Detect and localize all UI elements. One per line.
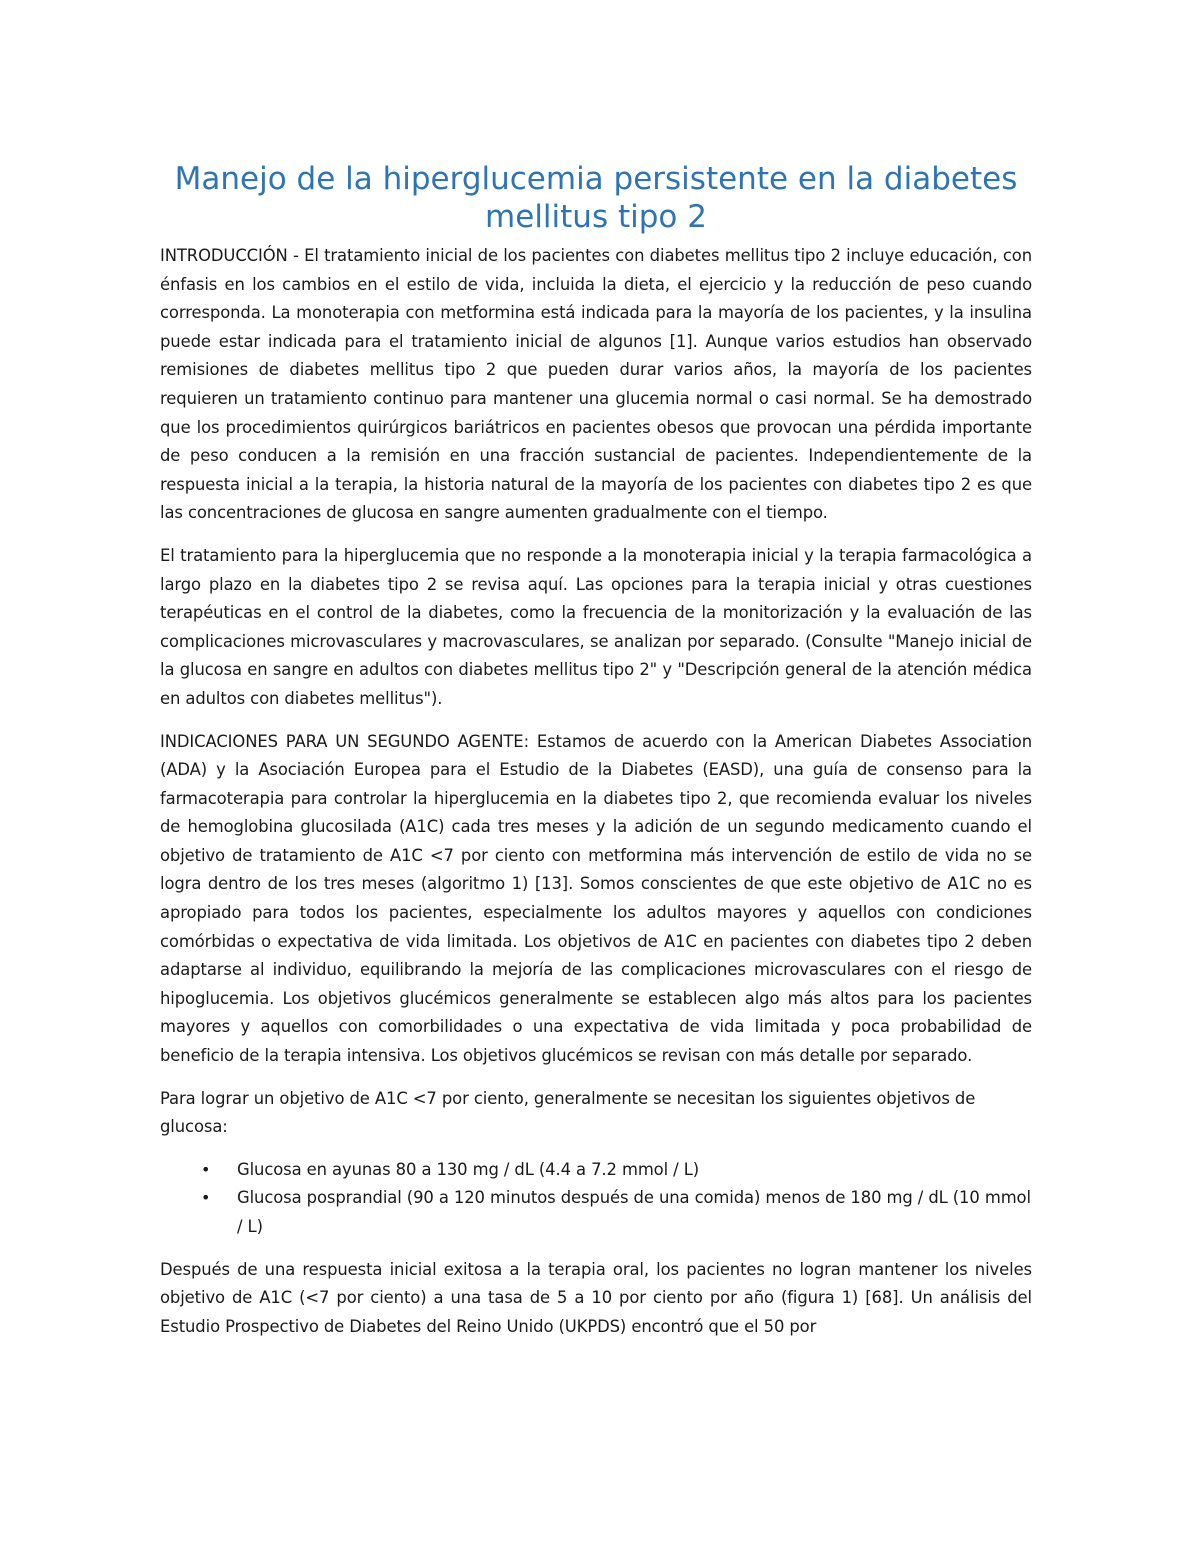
paragraph-introduccion: INTRODUCCIÓN - El tratamiento inicial de los pacientes con diabetes mellitus tipo 2 incluye educación, con énfasis en los cambios en el estilo de vida, incluida la dieta, el ejercicio y la reducción de peso cuando corresponda. La monoterapia con metformina está indicada para la mayoría de los pacientes, y la insulina puede estar indicada para el tratamiento inicial de algunos [1]. Aunque varios estudios han observado remisiones de diabetes mellitus tipo 2 que pueden durar varios años, la mayoría de los pacientes requieren un tratamiento continuo para mantener una glucemia normal o casi normal. Se ha demostrado que los procedimientos quirúrgicos bariátricos en pacientes obesos que provocan una pérdida importante de peso conducen a la remisión en una fracción sustancial de pacientes. Independientemente de la respuesta inicial a la terapia, la historia natural de la mayoría de los pacientes con diabetes tipo 2 es que las concentraciones de glucosa en sangre aumenten gradualmente con el tiempo. xyxy=(160,246,1032,523)
list-item-text: Glucosa en ayunas 80 a 130 mg / dL (4.4 a 7.2 mmol / L) xyxy=(237,1159,700,1179)
document-page xyxy=(160,160,1032,1355)
paragraph-objetivo-a1c: Para lograr un objetivo de A1C <7 por ciento, generalmente se necesitan los siguientes objetivos de glucosa: xyxy=(160,1088,976,1137)
list-item xyxy=(160,1184,1032,1241)
bullet-icon: • xyxy=(201,1159,211,1179)
paragraph-respuesta-inicial: Después de una respuesta inicial exitosa a la terapia oral, los pacientes no logran mantener los niveles objetivo de A1C (<7 por ciento) a una tasa de 5 a 10 por ciento por año (figura 1) [68]. Un análisis del Estudio Prospectivo de Diabetes del Reino Unido (UKPDS) encontró que el 50 por xyxy=(160,1259,1032,1336)
bullet-icon: • xyxy=(201,1188,211,1208)
paragraph-indicaciones: INDICACIONES PARA UN SEGUNDO AGENTE: Estamos de acuerdo con la American Diabetes Association (ADA) y la Asociación Europea para el Estudio de la Diabetes (EASD), una guía de consenso para la farmacoterapia para controlar la hiperglucemia en la diabetes tipo 2, que recomienda evaluar los niveles de hemoglobina glucosilada (A1C) cada tres meses y la adición de un segundo medicamento cuando el objetivo de tratamiento de A1C <7 por ciento con metformina más intervención de estilo de vida no se logra dentro de los tres meses (algoritmo 1) [13]. Somos conscientes de que este objetivo de A1C no es apropiado para todos los pacientes, especialmente los adultos mayores y aquellos con condiciones comórbidas o expectativa de vida limitada. Los objetivos de A1C en pacientes con diabetes tipo 2 deben adaptarse al individuo, equilibrando la mejoría de las complicaciones microvasculares con el riesgo de hipoglucemia. Los objetivos glucémicos generalmente se establecen algo más altos para los pacientes mayores y aquellos con comorbilidades o una expectativa de vida limitada y poca probabilidad de beneficio de la terapia intensiva. Los objetivos glucémicos se revisan con más detalle por separado. xyxy=(160,731,1032,1066)
list-item-text: Glucosa posprandial (90 a 120 minutos después de una comida) menos de 180 mg / dL (10 mmol / L) xyxy=(237,1188,1031,1236)
paragraph-tratamiento: El tratamiento para la hiperglucemia que no responde a la monoterapia inicial y la terapia farmacológica a largo plazo en la diabetes tipo 2 se revisa aquí. Las opciones para la terapia inicial y otras cuestiones terapéuticas en el control de la diabetes, como la frecuencia de la monitorización y la evaluación de las complicaciones microvasculares y macrovasculares, se analizan por separado. (Consulte "Manejo inicial de la glucosa en sangre en adultos con diabetes mellitus tipo 2" y "Descripción general de la atención médica en adultos con diabetes mellitus"). xyxy=(160,545,1032,708)
list-item xyxy=(160,1156,1032,1185)
document-title: Manejo de la hiperglucemia persistente en la diabetes mellitus tipo 2 xyxy=(174,161,1018,235)
glucose-targets-list xyxy=(160,1156,1032,1242)
